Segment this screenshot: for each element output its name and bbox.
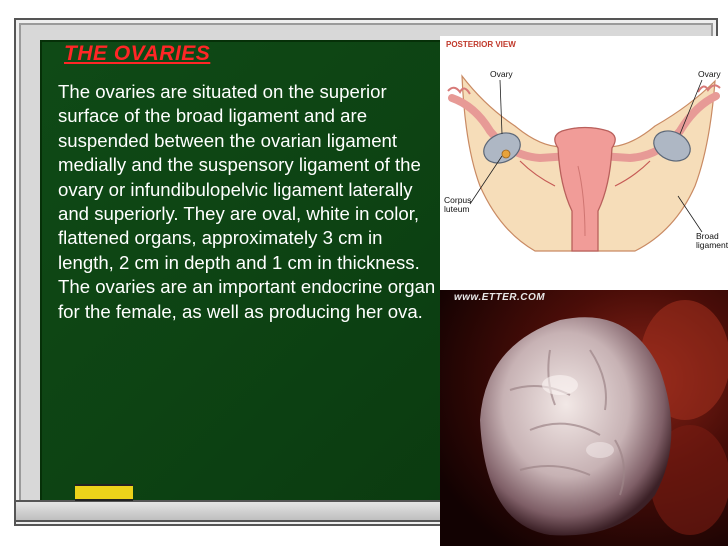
slide-title: THE OVARIES [64,42,211,65]
slide-body-text: The ovaries are situated on the superior surface of the broad ligament and are suspended between the ovarian ligament medially and the suspensory ligament of the ovary or infundibulopelvic ligament laterally and superiorly. They are oval, white in color, flattened organs, approximately 3 cm in length, 2 cm in depth and 1 cm in thickness. The ovaries are an important endocrine organ for the female, as well as producing her ova. [58,81,436,322]
ovary-label-left: Ovary [490,69,513,79]
corpus-luteum-label-line2: luteum [444,204,470,214]
chalkboard-eraser [75,484,133,501]
ovary-label-right: Ovary [698,69,721,79]
uterus-ovaries-illustration [440,36,728,290]
ovary-photo-drawing [440,290,728,546]
broad-ligament-label-line2: ligament [696,240,728,250]
broad-ligament-label-line1: Broad [696,231,719,241]
posterior-view-label: POSTERIOR VIEW [446,40,516,49]
photo-watermark: www.ETTER.COM [454,292,546,303]
uterus-ovaries-drawing [440,36,728,290]
corpus-luteum-label-line1: Corpus [444,195,472,205]
ovary-laparoscopic-photo [440,290,728,546]
